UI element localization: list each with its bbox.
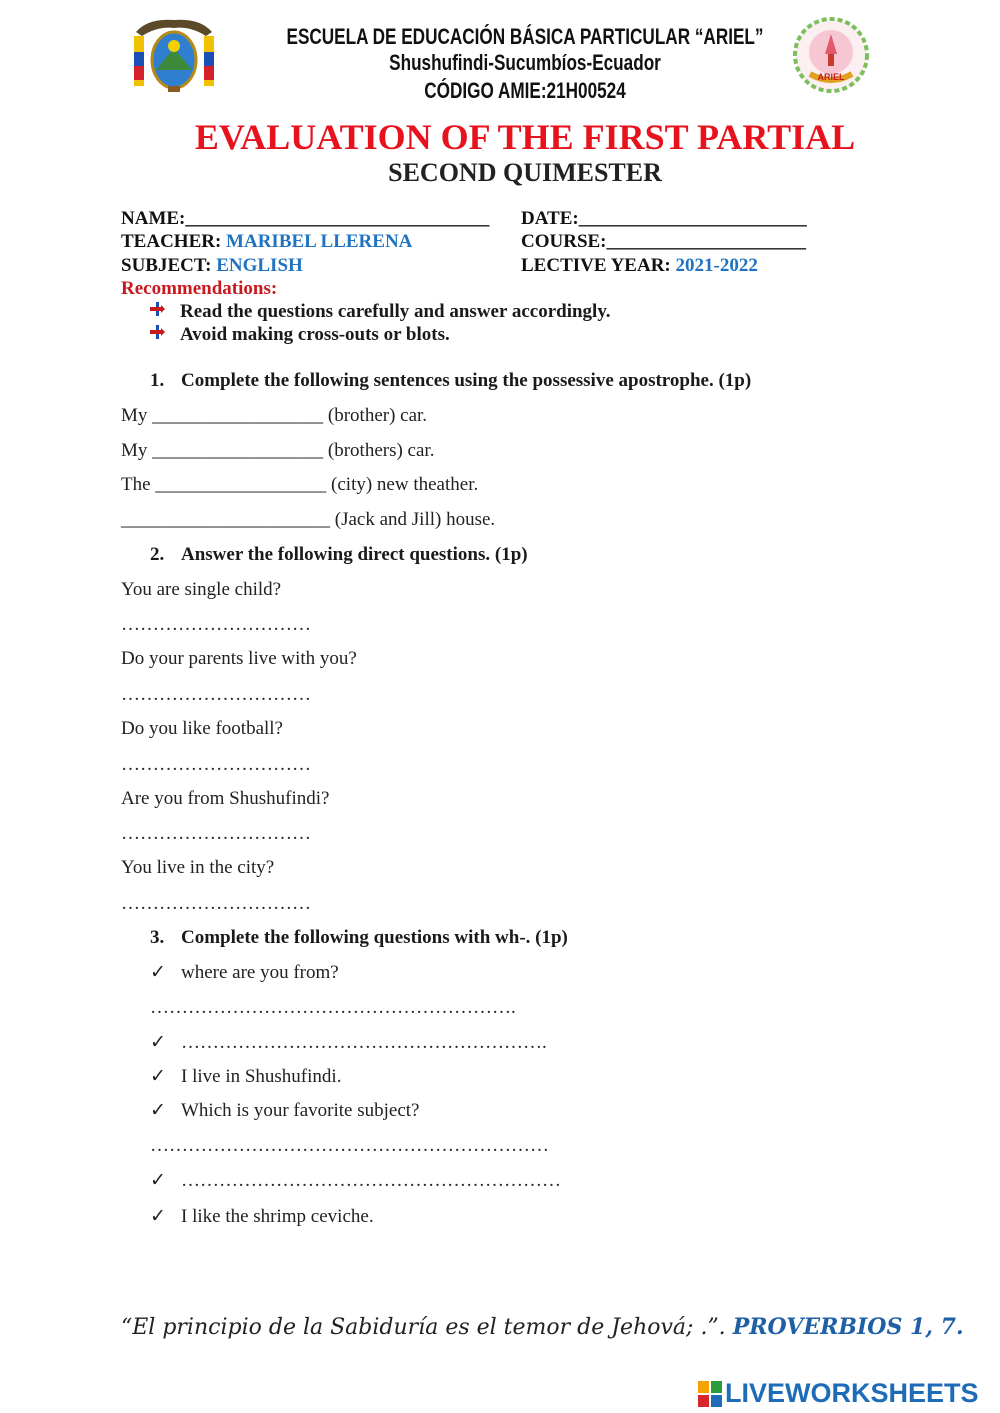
liveworksheets-wordmark: LIVEWORKSHEETS xyxy=(725,1378,979,1408)
wh-item xyxy=(150,1205,374,1228)
subject-row xyxy=(121,255,303,277)
name-field[interactable]: NAME:________________________________ xyxy=(121,208,490,229)
wh-item xyxy=(150,1099,419,1122)
quote-reference: PROVERBIOS 1, 7. xyxy=(732,1314,964,1340)
footer-quote xyxy=(121,1314,964,1340)
checkmark-icon: ✓ xyxy=(150,962,166,983)
question-text: Answer the following direct questions. (1p) xyxy=(181,544,528,565)
wh-item-answer-line[interactable]: …………………………………………………. xyxy=(181,1032,547,1053)
subject-label: SUBJECT: xyxy=(121,255,212,276)
answer-line[interactable]: ………………………… xyxy=(121,823,311,844)
fill-blank-line[interactable]: My __________________ (brother) car. xyxy=(121,405,428,426)
wh-item xyxy=(150,1065,341,1088)
answer-line[interactable]: ………………………… xyxy=(121,614,311,635)
lective-year-row xyxy=(521,255,758,277)
school-logo-name: ARIEL xyxy=(817,72,845,82)
wh-item-answer-line[interactable]: …………………………………………………… xyxy=(181,1170,561,1191)
wh-item[interactable] xyxy=(150,1169,561,1192)
fill-blank-line[interactable]: ______________________ (Jack and Jill) house. xyxy=(121,509,496,530)
wh-item-text: where are you from? xyxy=(181,962,339,983)
checkmark-icon: ✓ xyxy=(150,1032,166,1053)
course-field[interactable]: COURSE:_____________________ xyxy=(521,231,807,252)
question-1-heading xyxy=(150,370,751,392)
recommendation-text: Read the questions carefully and answer accordingly. xyxy=(180,301,611,322)
direct-question: You live in the city? xyxy=(121,857,275,878)
wh-item-text: I live in Shushufindi. xyxy=(181,1066,342,1087)
answer-line[interactable]: ………………………… xyxy=(121,754,311,775)
liveworksheets-logo-icon xyxy=(697,1380,723,1408)
recommendation-item xyxy=(148,301,611,323)
direct-question: Are you from Shushufindi? xyxy=(121,788,330,809)
quote-text: “El principio de la Sabiduría es el temor de Jehová; .”. xyxy=(121,1315,726,1340)
checkmark-icon: ✓ xyxy=(150,1206,166,1227)
question-2-heading xyxy=(150,544,528,566)
answer-line[interactable]: ……………………………………………………… xyxy=(150,1135,549,1156)
subject-value: ENGLISH xyxy=(216,255,303,276)
recommendations-heading: Recommendations: xyxy=(121,278,278,299)
liveworksheets-brand[interactable] xyxy=(697,1378,997,1410)
recommendation-text: Avoid making cross-outs or blots. xyxy=(180,324,450,345)
direct-question: Do you like football? xyxy=(121,718,283,739)
recommendation-item xyxy=(148,324,450,346)
question-3-heading xyxy=(150,927,568,949)
arrow-bullet-icon xyxy=(148,324,180,346)
checkmark-icon: ✓ xyxy=(150,1100,166,1121)
school-location: Shushufindi-Sucumbíos-Ecuador xyxy=(389,50,661,75)
fill-blank-line[interactable]: My __________________ (brothers) car. xyxy=(121,440,435,461)
wh-item-text: Which is your favorite subject? xyxy=(181,1100,420,1121)
answer-line[interactable]: …………………………………………………. xyxy=(150,997,516,1018)
checkmark-icon: ✓ xyxy=(150,1170,166,1191)
wh-item-text: I like the shrimp ceviche. xyxy=(181,1206,374,1227)
direct-question: You are single child? xyxy=(121,579,282,600)
question-number: 2. xyxy=(150,544,165,565)
wh-item[interactable] xyxy=(150,1031,547,1054)
lective-year-label: LECTIVE YEAR: xyxy=(521,255,671,276)
question-text: Complete the following questions with wh-. (1p) xyxy=(181,927,568,948)
teacher-row xyxy=(121,231,412,253)
arrow-bullet-icon xyxy=(148,301,180,323)
wh-item xyxy=(150,961,339,984)
question-number: 1. xyxy=(150,370,165,391)
date-field[interactable]: DATE:________________________ xyxy=(521,208,807,229)
page-title: EVALUATION OF THE FIRST PARTIAL xyxy=(194,117,856,157)
answer-line[interactable]: ………………………… xyxy=(121,684,311,705)
question-text: Complete the following sentences using the possessive apostrophe. (1p) xyxy=(181,370,752,391)
school-code: CÓDIGO AMIE:21H00524 xyxy=(424,78,626,103)
school-name: ESCUELA DE EDUCACIÓN BÁSICA PARTICULAR “ARIEL” xyxy=(286,24,764,49)
answer-line[interactable]: ………………………… xyxy=(121,893,311,914)
direct-question: Do your parents live with you? xyxy=(121,648,357,669)
teacher-value: MARIBEL LLERENA xyxy=(226,231,413,252)
lective-year-value: 2021-2022 xyxy=(675,255,758,276)
checkmark-icon: ✓ xyxy=(150,1066,166,1087)
teacher-label: TEACHER: xyxy=(121,231,222,252)
page-subtitle: SECOND QUIMESTER xyxy=(388,158,662,187)
question-number: 3. xyxy=(150,927,165,948)
fill-blank-line[interactable]: The __________________ (city) new theather. xyxy=(121,474,479,495)
